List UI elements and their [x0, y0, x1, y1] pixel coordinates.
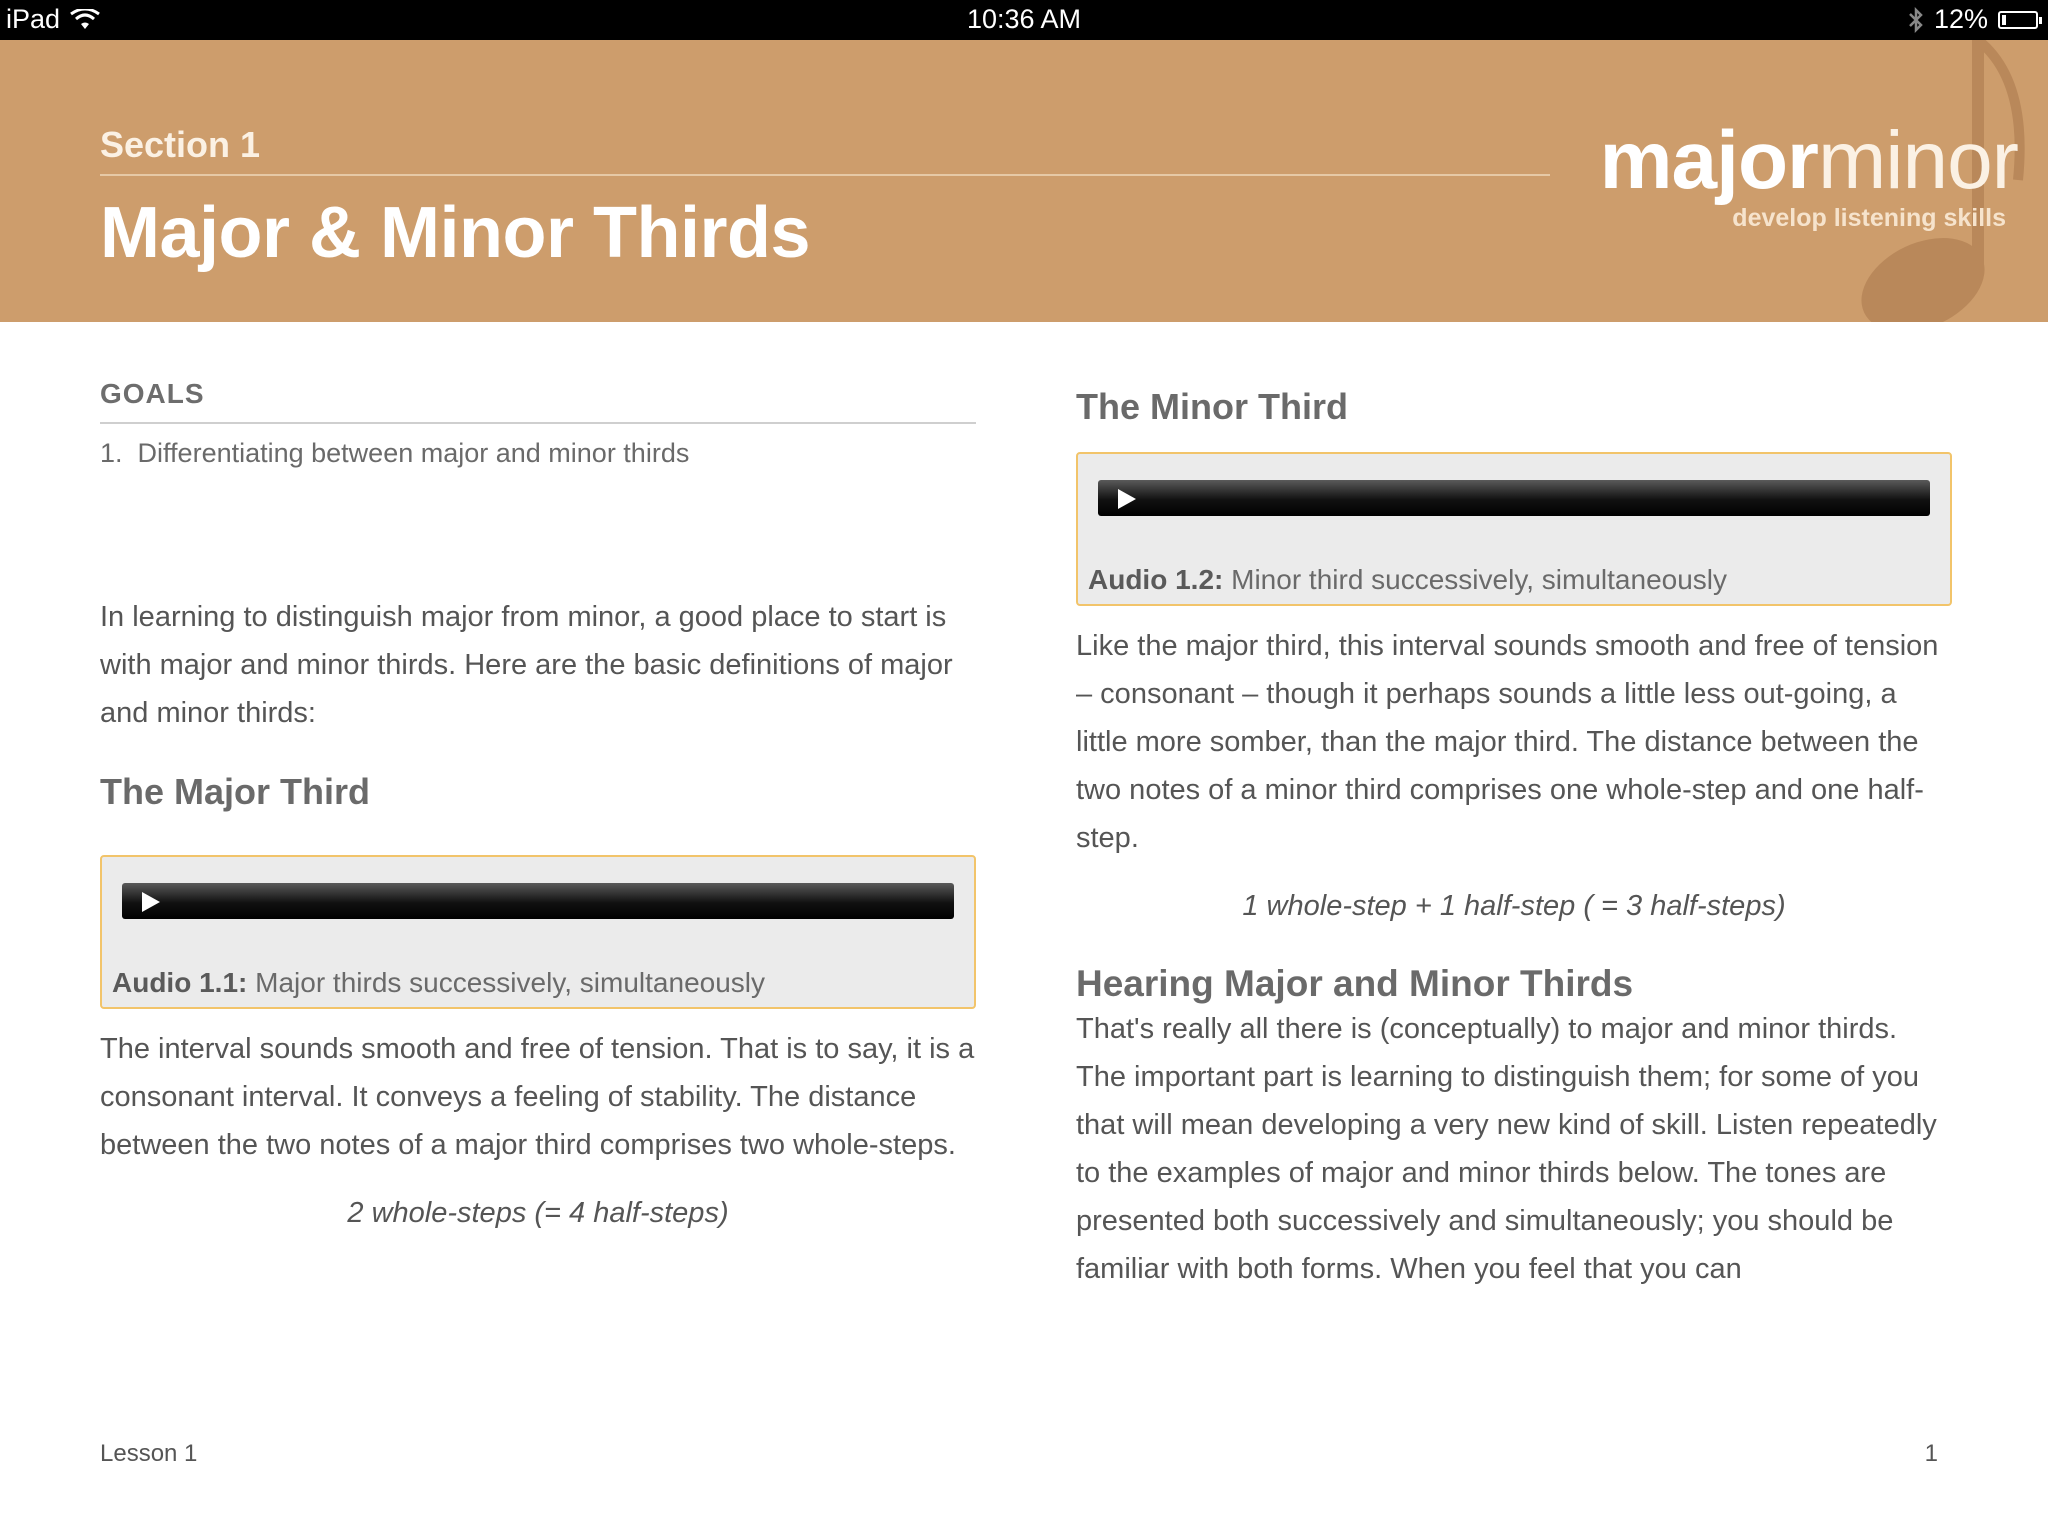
minor-third-formula: 1 whole-step + 1 half-step ( = 3 half-steps) — [1242, 890, 1786, 922]
battery-icon — [1998, 11, 2038, 29]
hearing-heading: Hearing Major and Minor Thirds — [1076, 963, 1634, 1004]
page-number: 1 — [1924, 1440, 1938, 1467]
goals-divider — [100, 422, 976, 424]
major-third-heading: The Major Third — [100, 771, 370, 812]
major-third-formula: 2 whole-steps (= 4 half-steps) — [347, 1197, 729, 1229]
page-title: Major & Minor Thirds — [100, 193, 810, 273]
audio-player-1-1[interactable] — [122, 883, 954, 919]
minor-third-heading: The Minor Third — [1076, 386, 1348, 427]
device-label: iPad — [6, 4, 61, 34]
status-time: 10:36 AM — [966, 4, 1082, 34]
audio-1-1-figure — [100, 855, 976, 1009]
audio-player-1-2[interactable] — [1098, 480, 1930, 516]
bluetooth-icon — [1908, 7, 1924, 33]
audio-caption: Audio 1.2: Minor third successively, simultaneously — [1088, 564, 1728, 595]
minor-third-description: Like the major third, this interval sounds smooth and free of tension – consonant – though it perhaps sounds a little less out-going, a little more somber, than the major third. The distance between the two notes of a minor third comprises one whole-step and one half-step. — [1076, 630, 1939, 854]
lesson-label: Lesson 1 — [100, 1440, 198, 1467]
goals-title: GOALS — [100, 378, 205, 409]
header-divider — [100, 174, 1550, 176]
goal-item: 1. Differentiating between major and minor thirds — [100, 438, 690, 468]
right-column — [1076, 370, 1952, 1293]
audio-caption: Audio 1.1: Major thirds successively, simultaneously — [112, 967, 766, 998]
audio-1-2-figure — [1076, 452, 1952, 606]
play-icon[interactable] — [142, 892, 160, 912]
battery-level — [2002, 15, 2006, 25]
battery-percent: 12% — [1933, 4, 1988, 34]
chapter-header — [0, 40, 2048, 322]
play-icon[interactable] — [1118, 489, 1136, 509]
intro-paragraph: In learning to distinguish major from minor, a good place to start is with major and minor thirds. Here are the basic definitions of major and minor thirds: — [100, 601, 953, 729]
status-bar — [0, 0, 2048, 40]
left-column — [100, 370, 976, 1230]
app-logo: majorminor develop listening skills — [1599, 115, 2018, 232]
section-label: Section 1 — [100, 124, 261, 165]
major-third-description: The interval sounds smooth and free of tension. That is to say, it is a consonant interval. It conveys a feeling of stability. The distance between the two notes of a major third comprises two whole-steps. — [100, 1033, 975, 1161]
logo-tagline: develop listening skills — [1732, 204, 2006, 232]
hearing-description: That's really all there is (conceptually) to major and minor thirds. The important part is learning to distinguish them; for some of you that will mean developing a very new kind of skill. Listen repeatedly to the examples of major and minor thirds below. The tones are presented both successively and simultaneously; you should be familiar with both forms. When you feel that you can — [1076, 1013, 1937, 1285]
